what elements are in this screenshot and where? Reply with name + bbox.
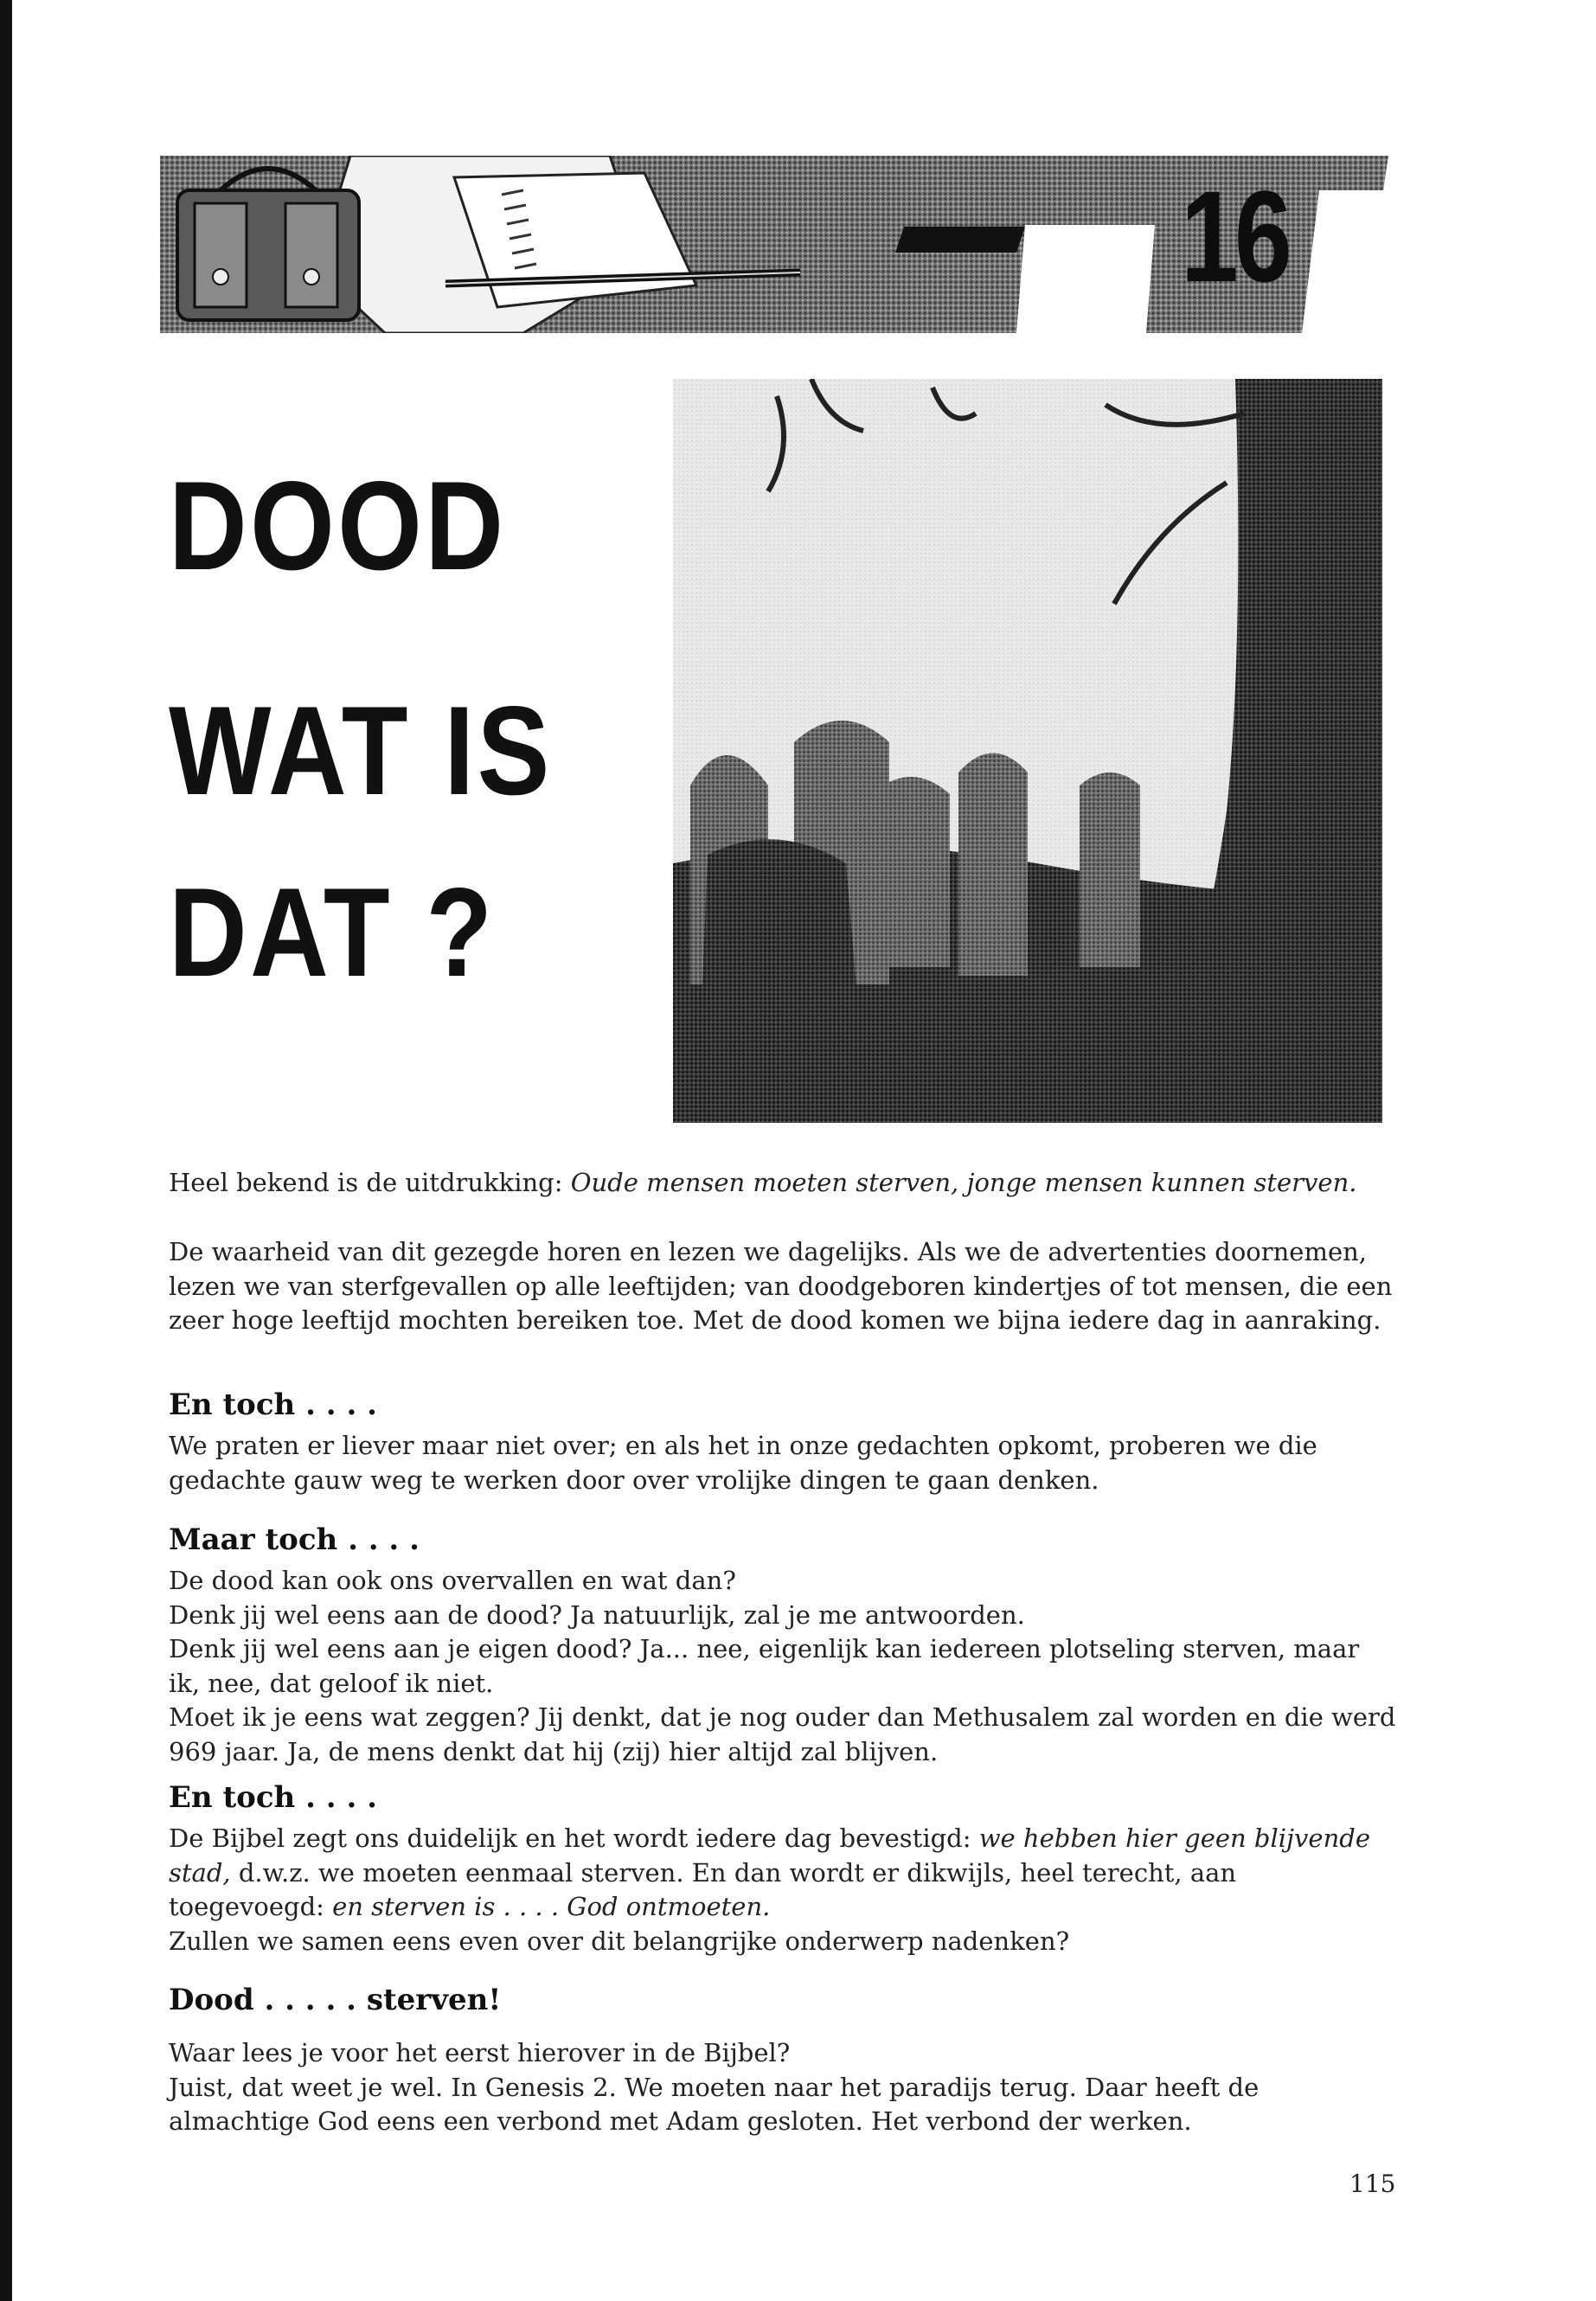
graveyard-photo bbox=[673, 379, 1382, 1123]
section-heading-2: Maar toch . . . . bbox=[169, 1522, 420, 1557]
section-3-quote: en sterven is . . . . God ontmoeten. bbox=[332, 1892, 771, 1921]
intro-quote: Oude mensen moeten sterven, jonge mensen kunnen sterven. bbox=[570, 1168, 1357, 1197]
section-heading-3: En toch . . . . bbox=[169, 1780, 377, 1815]
section-2-line: De dood kan ook ons overvallen en wat dan? bbox=[169, 1566, 736, 1595]
section-2-line: Denk jij wel eens aan je eigen dood? Ja... nee, eigenlijk kan iedereen plotseling sterven, maar ik, nee, dat geloof ik niet. bbox=[169, 1634, 1360, 1698]
section-heading-4: Dood . . . . . sterven! bbox=[169, 1983, 502, 2017]
section-lines-2 bbox=[169, 1564, 1397, 1769]
title-line-1: DOOD bbox=[169, 455, 507, 596]
section-2-line: Moet ik je eens wat zeggen? Jij denkt, dat je nog ouder dan Methusalem zal worden en die werd 969 jaar. Ja, de mens denkt dat hij (zij) hier altijd zal blijven. bbox=[169, 1702, 1396, 1766]
page-number: 115 bbox=[1349, 2170, 1396, 2198]
section-2-line: Denk jij wel eens aan de dood? Ja natuurlijk, zal je me antwoorden. bbox=[169, 1599, 1025, 1630]
section-text-3 bbox=[169, 1822, 1397, 1958]
chapter-number: 16 bbox=[1181, 163, 1288, 309]
section-heading-1: En toch . . . . bbox=[169, 1388, 377, 1422]
section-text-1: We praten er liever maar niet over; en als het in onze gedachten opkomt, proberen we die gedachte gauw weg te werken door over vrolijke dingen te gaan denken. bbox=[169, 1431, 1317, 1495]
section-3-question: Zullen we samen eens even over dit belangrijke onderwerp nadenken? bbox=[169, 1926, 1070, 1956]
section-lines-4 bbox=[169, 2036, 1397, 2139]
section-4-line: Waar lees je voor het eerst hierover in de Bijbel? bbox=[169, 2038, 791, 2067]
intro-paragraph-1 bbox=[169, 1166, 1397, 1201]
section-3-text: d.w.z. we moeten eenmaal sterven. En dan wordt er dikwijls, heel terecht, aan toegevoegd: bbox=[169, 1857, 1237, 1921]
binding-edge bbox=[0, 0, 12, 2301]
section-4-line: Juist, dat weet je wel. In Genesis 2. We moeten naar het paradijs terug. Daar heeft de almachtige God eens een verbond met Adam gesloten. Het verbond der werken. bbox=[169, 2072, 1259, 2136]
section-3-quote: we hebben hier geen blijvende stad, bbox=[169, 1823, 1370, 1888]
title-line-2: WAT IS bbox=[169, 680, 553, 821]
title-line-3: DAT ? bbox=[169, 862, 496, 1003]
intro-paragraph-2: De waarheid van dit gezegde horen en lezen we dagelijks. Als we de advertenties doornemen, lezen we van sterfgevallen op alle leeftijden; van doodgeboren kindertjes of tot mensen, die een zeer hoge leeftijd mochten bereiken toe. Met de dood komen we bijna iedere dag in aanraking. bbox=[169, 1237, 1393, 1335]
section-3-text: De Bijbel zegt ons duidelijk en het wordt iedere dag bevestigd: bbox=[169, 1823, 979, 1853]
intro-text: Heel bekend is de uitdrukking: bbox=[169, 1168, 571, 1197]
